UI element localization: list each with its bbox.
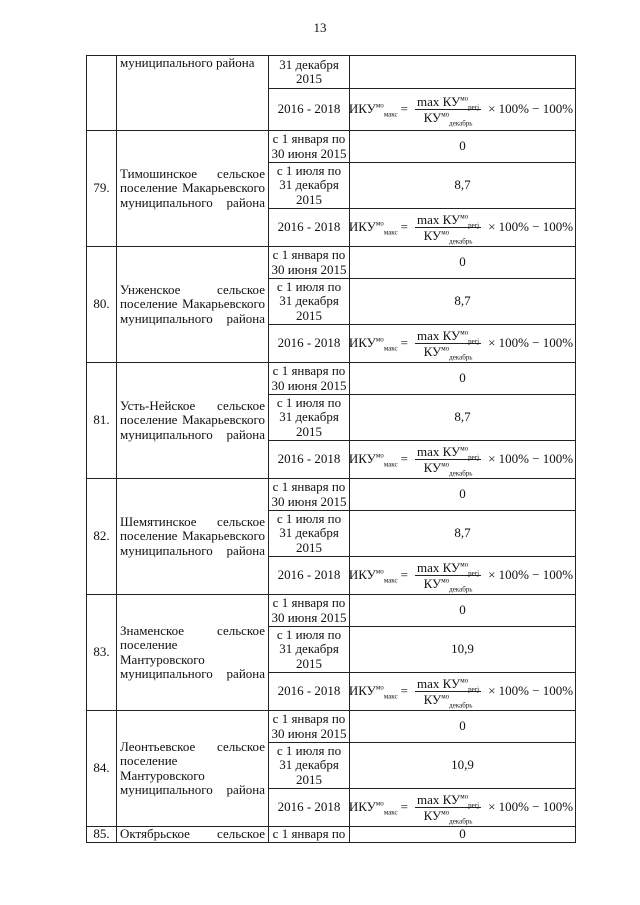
municipality-name: Унженское сельское поселение Макарьевского муниципального района [117,247,269,363]
table-row [87,711,576,743]
table-row [87,827,576,843]
formula-fraction [415,94,481,128]
formula [348,792,575,826]
formula-numerator: $\max КУ^{мо}_{perj}$ [416,792,480,810]
table-row [87,595,576,627]
formula [348,676,575,710]
value-cell: 0 [350,131,576,163]
formula-cell [350,557,576,595]
municipality-name: Леонтьевское сельское поселение Мантуровского муниципального района [117,711,269,827]
table-row [87,56,576,89]
period-cell: с 1 июля по 31 декабря 2015 [269,395,350,441]
formula-cell [350,209,576,247]
period-cell: 31 декабря 2015 [269,56,350,89]
formula-cell [350,89,576,131]
value-cell: 10,9 [350,743,576,789]
formula-equals: = [400,567,408,583]
formula-numerator: $\max КУ^{мо}_{perj}$ [416,94,480,112]
value-cell: 0 [350,595,576,627]
formula-denominator: $КУ^{мо}_{декабрь}$ [423,692,473,710]
value-cell: 8,7 [350,279,576,325]
row-number: 84. [87,711,117,827]
municipality-name: Усть-Нейское сельское поселение Макарьевского муниципального района [117,363,269,479]
table-row [87,479,576,511]
period-cell: с 1 января по 30 июня 2015 [269,131,350,163]
formula-tail: × 100% − 100% [488,799,574,815]
municipality-name: Шемятинское сельское поселение Макарьевского муниципального района [117,479,269,595]
formula-numerator: $\max КУ^{мо}_{perj}$ [416,444,480,462]
period-cell: с 1 июля по 31 декабря 2015 [269,743,350,789]
formula-fraction [415,560,481,594]
formula-fraction [415,212,481,246]
table-row [87,131,576,163]
formula [348,328,575,362]
formula-equals: = [400,451,408,467]
formula-cell [350,325,576,363]
formula-denominator: $КУ^{мо}_{декабрь}$ [423,228,473,246]
value-cell: 0 [350,711,576,743]
table-row [87,363,576,395]
row-number: 83. [87,595,117,711]
value-cell [350,56,576,89]
table-row [87,247,576,279]
period-cell: с 1 января по 30 июня 2015 [269,363,350,395]
formula-tail: × 100% − 100% [488,451,574,467]
formula-cell [350,441,576,479]
formula-numerator: $\max КУ^{мо}_{perj}$ [416,560,480,578]
period-cell: 2016 - 2018 [269,673,350,711]
value-cell: 0 [350,363,576,395]
formula-fraction [415,676,481,710]
formula-fraction [415,444,481,478]
row-number: 80. [87,247,117,363]
formula-lhs: $ИКУ^{мо}_{макс}$ [348,799,398,817]
formula-fraction [415,792,481,826]
formula-equals: = [400,683,408,699]
formula-numerator: $\max КУ^{мо}_{perj}$ [416,212,480,230]
formula-denominator: $КУ^{мо}_{декабрь}$ [423,460,473,478]
formula-lhs: $ИКУ^{мо}_{макс}$ [348,683,398,701]
formula-tail: × 100% − 100% [488,683,574,699]
period-cell: с 1 июля по 31 декабря 2015 [269,627,350,673]
municipality-name: Тимошинское сельское поселение Макарьевского муниципального района [117,131,269,247]
formula-cell [350,789,576,827]
formula-lhs: $ИКУ^{мо}_{макс}$ [348,101,398,119]
formula [348,444,575,478]
formula-equals: = [400,335,408,351]
value-cell: 8,7 [350,163,576,209]
formula-equals: = [400,799,408,815]
value-cell: 8,7 [350,395,576,441]
formula-equals: = [400,219,408,235]
formula-lhs: $ИКУ^{мо}_{макс}$ [348,567,398,585]
formula [348,212,575,246]
municipality-name: муниципального района [117,56,269,131]
period-cell: с 1 января по [269,827,350,843]
value-cell: 0 [350,827,576,843]
period-cell: с 1 января по 30 июня 2015 [269,479,350,511]
value-cell: 0 [350,479,576,511]
period-cell: 2016 - 2018 [269,89,350,131]
formula-denominator: $КУ^{мо}_{декабрь}$ [423,808,473,826]
formula-lhs: $ИКУ^{мо}_{макс}$ [348,219,398,237]
formula-fraction [415,328,481,362]
formula-tail: × 100% − 100% [488,101,574,117]
formula-equals: = [400,101,408,117]
formula-denominator: $КУ^{мо}_{декабрь}$ [423,344,473,362]
period-cell: 2016 - 2018 [269,441,350,479]
formula-cell [350,673,576,711]
formula-tail: × 100% − 100% [488,567,574,583]
value-cell: 0 [350,247,576,279]
page-number: 13 [313,20,327,35]
row-number-cell [87,56,117,131]
tariff-table [86,55,576,843]
row-number: 85. [87,827,117,843]
period-cell: с 1 июля по 31 декабря 2015 [269,511,350,557]
formula-tail: × 100% − 100% [488,219,574,235]
formula [348,94,575,128]
municipality-name: Октябрьское сельское [117,827,269,843]
formula-numerator: $\max КУ^{мо}_{perj}$ [416,676,480,694]
formula-lhs: $ИКУ^{мо}_{макс}$ [348,335,398,353]
value-cell: 8,7 [350,511,576,557]
row-number: 81. [87,363,117,479]
period-cell: 2016 - 2018 [269,789,350,827]
formula [348,560,575,594]
row-number: 79. [87,131,117,247]
formula-denominator: $КУ^{мо}_{декабрь}$ [423,110,473,128]
formula-lhs: $ИКУ^{мо}_{макс}$ [348,451,398,469]
period-cell: 2016 - 2018 [269,209,350,247]
period-cell: с 1 января по 30 июня 2015 [269,595,350,627]
formula-tail: × 100% − 100% [488,335,574,351]
period-cell: с 1 января по 30 июня 2015 [269,247,350,279]
period-cell: 2016 - 2018 [269,557,350,595]
period-cell: 2016 - 2018 [269,325,350,363]
row-number: 82. [87,479,117,595]
value-cell: 10,9 [350,627,576,673]
period-cell: с 1 июля по 31 декабря 2015 [269,163,350,209]
period-cell: с 1 июля по 31 декабря 2015 [269,279,350,325]
formula-denominator: $КУ^{мо}_{декабрь}$ [423,576,473,594]
municipality-name: Знаменское сельское поселение Мантуровского муниципального района [117,595,269,711]
formula-numerator: $\max КУ^{мо}_{perj}$ [416,328,480,346]
period-cell: с 1 января по 30 июня 2015 [269,711,350,743]
